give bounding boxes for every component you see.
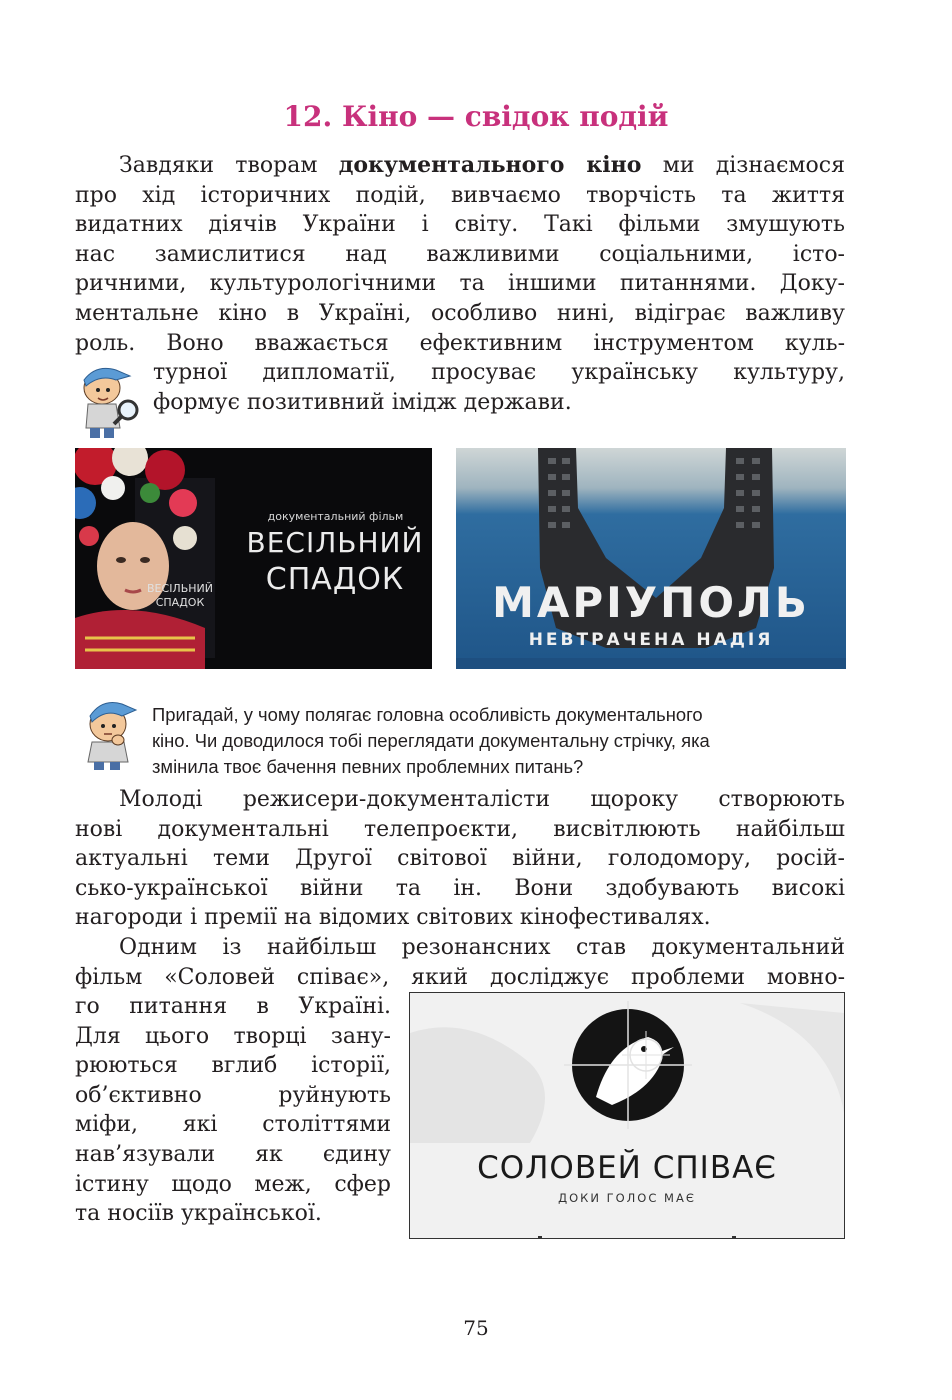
column-line-6: нав’язували як єдину xyxy=(75,1141,391,1167)
nightingale-poster-title: СОЛОВЕЙ СПІВАЄ xyxy=(477,1150,777,1186)
intro-line-5: ричними, культурологічними та іншими питаннями. Доку- xyxy=(75,271,845,297)
column-line-2: Для цього творці зану- xyxy=(75,1023,391,1049)
nightingale-poster-subtitle: ДОКИ ГОЛОС МАЄ xyxy=(558,1191,696,1205)
directors-line-1: Молоді режисери-документалісти щороку створюють xyxy=(119,787,845,812)
nightingale-paragraph-column xyxy=(75,992,391,1229)
wedding-poster-title-1: ВЕСІЛЬНИЙ xyxy=(246,526,424,559)
page-number: 75 xyxy=(463,1316,489,1340)
column-line-1: го питання в Україні. xyxy=(75,994,391,1019)
intro-line-1: Завдяки творам документального кіно ми дізнаємося xyxy=(119,152,845,178)
question-line-1: Пригадай, у чому полягає головна особливість документального xyxy=(152,704,703,725)
directors-line-4: сько-української війни та ін. Вони здобувають високі xyxy=(75,875,845,901)
wedding-poster-small-2: СПАДОК xyxy=(155,596,205,609)
intro-line-3: видатних діячів України і світу. Такі фільми змушують xyxy=(75,212,845,238)
mariupol-poster xyxy=(456,448,846,669)
intro-line-8: турної дипломатії, просуває українську культуру, xyxy=(153,360,845,386)
wedding-poster-small-1: ВЕСІЛЬНИЙ xyxy=(147,582,213,595)
question-line-3: змінила твоє бачення певних проблемних питань? xyxy=(152,756,584,777)
thinking-boy-icon xyxy=(78,696,144,770)
nightingale-line-2: фільм «Соловей співає», який досліджує проблеми мовно- xyxy=(75,964,845,990)
directors-line-3: актуальні теми Другої світової війни, голодомору, росій- xyxy=(75,846,845,872)
intro-line-6: ментальне кіно в Україні, особливо нині, відіграє важливу xyxy=(75,300,845,326)
intro-paragraph xyxy=(75,151,845,417)
column-line-7: істину щодо меж, сфер xyxy=(75,1171,391,1197)
wedding-poster-subtitle: документальний фільм xyxy=(267,510,404,523)
question-line-2: кіно. Чи доводилося тобі переглядати документальну стрічку, яка xyxy=(152,730,710,751)
intro-line-2: про хід історичних подій, вивчаємо творчість та життя xyxy=(75,182,845,208)
nightingale-sings-poster xyxy=(409,992,845,1239)
mariupol-poster-title: МАРІУПОЛЬ xyxy=(492,578,810,627)
detective-boy-icon xyxy=(76,362,144,440)
intro-line-4: нас замислитися над важливими соціальними, істо- xyxy=(75,241,845,267)
directors-line-5: нагороди і премії на відомих світових кінофестивалях. xyxy=(75,905,711,931)
wedding-poster-title-2: СПАДОК xyxy=(265,562,405,597)
wedding-heritage-poster xyxy=(75,448,432,669)
column-line-4: об’єктивно руйнують xyxy=(75,1082,391,1108)
directors-line-2: нові документальні телепроєкти, висвітлюють найбільш xyxy=(75,816,845,842)
reflection-question xyxy=(152,702,844,780)
nightingale-paragraph xyxy=(75,933,845,992)
page-title: 12. Кіно — свідок подій xyxy=(283,100,669,133)
column-line-5: міфи, які століттями xyxy=(75,1112,391,1138)
young-directors-paragraph xyxy=(75,785,845,933)
intro-line-7: роль. Воно вважається ефективним інструментом куль- xyxy=(75,330,845,356)
mariupol-poster-subtitle: НЕВТРАЧЕНА НАДІЯ xyxy=(528,630,774,650)
nightingale-line-1: Одним із найбільш резонансних став документальний xyxy=(119,935,845,960)
column-line-8: та носіїв української. xyxy=(75,1201,322,1227)
column-line-3: рюються вглиб історії, xyxy=(75,1053,391,1079)
intro-line-9: формує позитивний імідж держави. xyxy=(153,389,572,415)
